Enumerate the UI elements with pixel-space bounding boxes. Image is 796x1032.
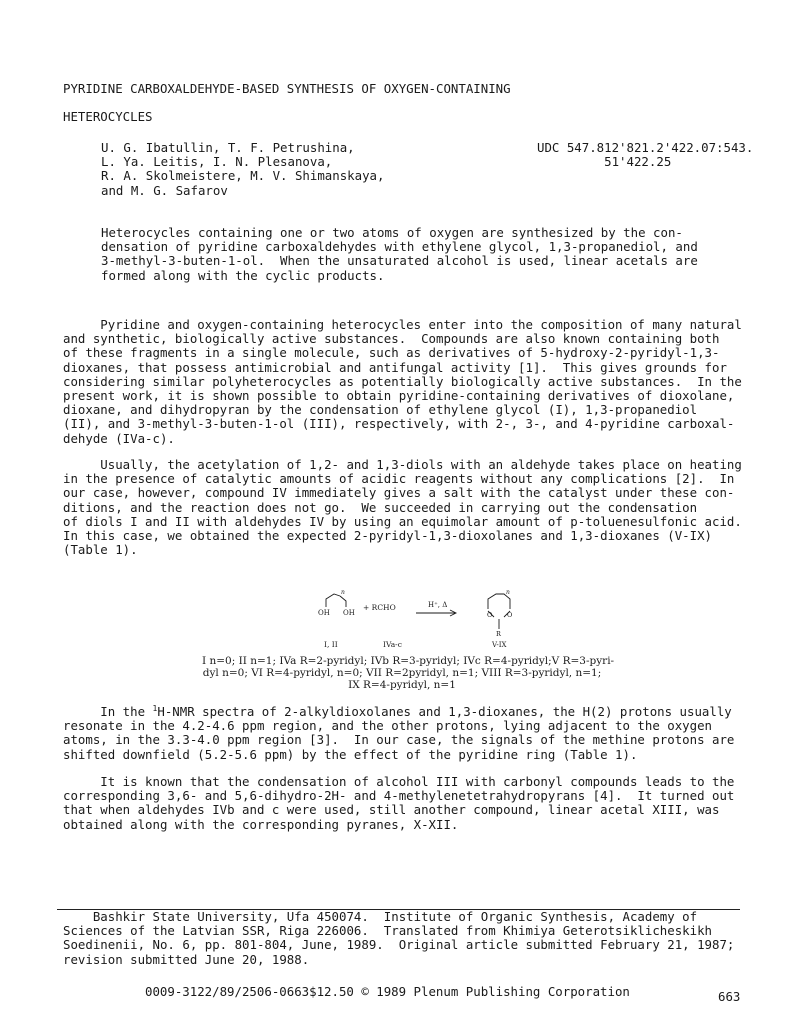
article-title: PYRIDINE CARBOXALDEHYDE-BASED SYNTHESIS OF OXYGEN-CONTAINING HETEROCYCLES <box>63 81 511 125</box>
scheme-label-diols: I, II <box>324 640 338 649</box>
scheme-oh-right: OH <box>343 609 355 617</box>
scheme-reagent: + RCHO <box>363 603 396 612</box>
footnote: Bashkir State University, Ufa 450074. Institute of Organic Synthesis, Academy of Sciences of the Latvian SSR, Riga 226006. Translated from Khimiya Geterotsiklicheskikh Soedinenii, No. 6, pp. 801-804, June, 1989. Original article submitted February 21, 1987; revision submitted June 20, 1988. <box>63 909 735 967</box>
scheme-conditions: H⁺, Δ <box>428 601 448 609</box>
scheme-n-diol: n <box>341 589 345 596</box>
body-paragraph-2: Usually, the acetylation of 1,2- and 1,3-diols with an aldehyde takes place on heating in the presence of catalytic amounts of acidic reagents without any complications [2]. In our case, however, compound IV immediately gives a salt with the catalyst under these con- ditions, and the reaction does not go. We succeeded in carrying out the condensation of diols I and II with aldehydes IV by using an equimolar amount of p-toluenesulfonic acid. In this case, we obtained the expected 2-pyridyl-1,3-dioxolanes and 1,3-dioxanes (V-IX) (Table 1). <box>63 457 742 558</box>
scheme-label-products: V-IX <box>492 641 507 649</box>
scheme-oxygen-right: O <box>507 611 513 619</box>
body-paragraph-3 <box>63 705 734 762</box>
page-number: 663 <box>718 989 741 1004</box>
scheme-label-aldehydes: IVa-c <box>383 640 402 649</box>
abstract: Heterocycles containing one or two atoms of oxygen are synthesized by the con- densation of pyridine carboxaldehydes with ethylene glycol, 1,3-propanediol, and 3-methyl-3-buten-1-ol. When the unsaturated alcohol is used, linear acetals are formed along with the cyclic products. <box>101 225 698 283</box>
scheme-n-ring: n <box>506 589 510 596</box>
scheme-oxygen-left: O <box>487 611 493 619</box>
udc-code: UDC 547.812'821.2'422.07:543. 51'422.25 <box>537 140 754 170</box>
nmr-superscript: 1 <box>152 703 158 713</box>
para3-rest: H-NMR spectra of 2-alkyldioxolanes and 1,3-dioxanes, the H(2) protons usually resonate in the 4.2-4.6 ppm region, and the other protons, lying adjacent to the oxygen atoms, in the 3.3-4.0 ppm region [3]. In our case, the signals of the methine protons are shifted downfield (5.2-5.6 ppm) by the effect of the pyridine ring (Table 1). <box>63 704 735 762</box>
body-paragraph-4: It is known that the condensation of alcohol III with carbonyl compounds leads to the corresponding 3,6- and 5,6-dihydro-2H- and 4-methylenetetrahydropyrans [4]. It turned out that when aldehydes IVb and c were used, still another compound, linear acetal XIII, was obtained along with the corresponding pyranes, X-XII. <box>63 774 735 832</box>
body-paragraph-1: Pyridine and oxygen-containing heterocycles enter into the composition of many natural and synthetic, biologically active substances. Compounds are also known containing both of these fragments in a single molecule, such as derivatives of 5-hydroxy-2-pyridyl-1,3- dioxanes, that possess antimicrobial and antifungal activity [1]. This gives grounds for considering similar polyheterocycles as potentially biologically active substances. In the present work, it is shown possible to obtain pyridine-containing derivatives of dioxolane, dioxane, and dihydropyran by the condensation of ethylene glycol (I), 1,3-propanediol (II), and 3-methyl-3-buten-1-ol (III), respectively, with 2-, 3-, and 4-pyridine carboxal- dehyde (IVa-c). <box>63 317 742 446</box>
para3-start: In the <box>63 704 153 719</box>
scheme-oh-left: OH <box>318 609 330 617</box>
scheme-legend: I n=0; II n=1; IVa R=2-pyridyl; IVb R=3-pyridyl; IVc R=4-pyridyl;V R=3-pyri- dyl n=0; VI R=4-pyridyl, n=0; VII R=2pyridyl, n=1; VIII R=3-pyridyl, n=1; IX R=4-pyridyl, n=1 <box>202 655 615 691</box>
scheme-r-group: R <box>496 630 501 638</box>
author-list: U. G. Ibatullin, T. F. Petrushina, L. Ya. Leitis, I. N. Plesanova, R. A. Skolmeistere, M. V. Shimanskaya, and M. G. Safarov <box>101 140 385 198</box>
copyright-line: 0009-3122/89/2506-0663$12.50 © 1989 Plenum Publishing Corporation <box>145 984 630 999</box>
